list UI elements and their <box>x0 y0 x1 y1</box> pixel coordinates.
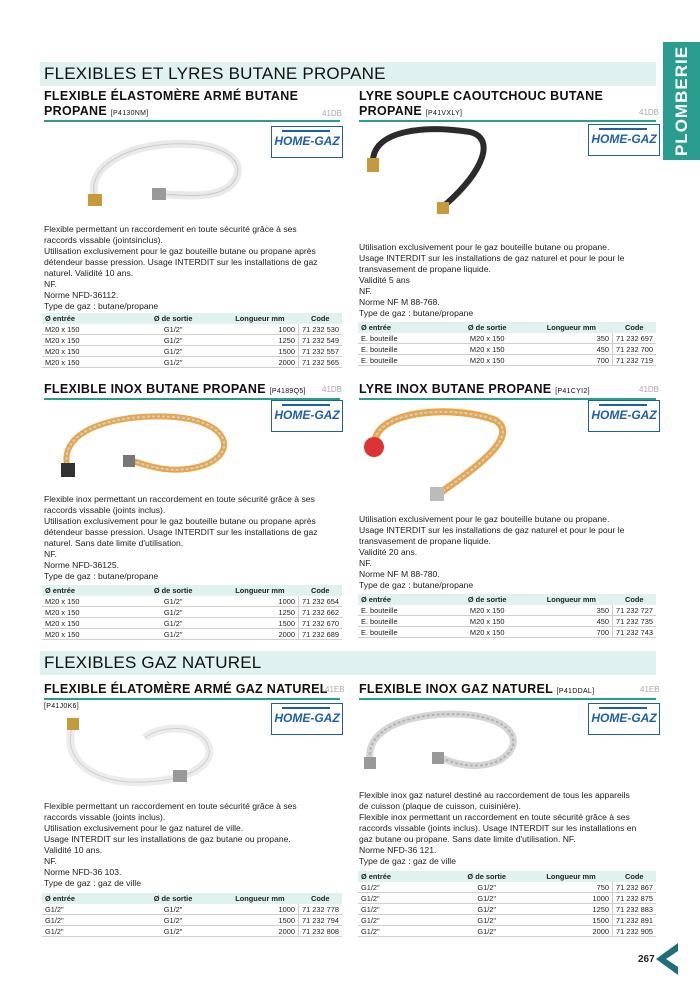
side-category-label: PLOMBERIE <box>671 45 691 157</box>
table-row: G1/2" G1/2" 1500 71 232 891 <box>358 915 656 926</box>
product-family-code: 41DB <box>322 109 343 118</box>
section-title-naturel: FLEXIBLES GAZ NATUREL <box>44 653 262 672</box>
table-row: E. bouteille M20 x 150 700 71 232 719 <box>358 355 656 366</box>
table-row: M20 x 150 G1/2" 1000 71 232 530 <box>42 324 342 335</box>
product-spec-table: Ø entrée Ø de sortie Longueur mm Code E. bouteille M20 x 150 350 71 232 697 E. bouteille M20 x 150 450 71 232 700 E. bouteille M20 x 150 700 71 232 719 <box>358 322 656 366</box>
product-flexible-elastomere-butane <box>44 89 344 121</box>
product-ref: [P41VXLY] <box>425 110 463 117</box>
product-title: FLEXIBLE ÉLASTOMÈRE ARMÉ BUTANE PROPANE [P4130NM] <box>44 89 299 118</box>
product-lyre-inox-butane <box>359 382 659 399</box>
product-description: Flexible inox permettant un raccordement en toute sécurité grâce à ses raccords vissable (joints inclus). Utilisation exclusivement pour le gaz bouteille butane ou propane après détendeur basse pression. Usage INTERDIT sur les installations de gaz naturel. Sans date limite d'utilisation. NF. Norme NFD-36125. Type de gaz : butane/propane <box>44 494 318 581</box>
product-ref: [P4189Q5] <box>269 388 306 395</box>
product-spec-table: Ø entrée Ø de sortie Longueur mm Code G1/2" G1/2" 750 71 232 867 G1/2" G1/2" 1000 71 232 875 G1/2" G1/2" 1250 71 232 883 G1/2" G1/2" 1500 71 232 891 G1/2" G1/2" 2000 71 232 905 <box>358 871 656 937</box>
product-ref: [P4130NM] <box>110 110 149 117</box>
table-row: E. bouteille M20 x 150 350 71 232 697 <box>358 333 656 344</box>
product-title: FLEXIBLE INOX GAZ NATUREL [P41DDAL] <box>359 682 595 696</box>
product-family-code: 41DB <box>639 385 660 394</box>
product-title: LYRE INOX BUTANE PROPANE [P41CYI2] <box>359 382 590 396</box>
product-title: FLEXIBLE ÉLATOMÈRE ARMÉ GAZ NATUREL [P41J0K6] <box>44 682 328 710</box>
table-row: M20 x 150 G1/2" 2000 71 232 565 <box>42 357 342 368</box>
section-title-butane: FLEXIBLES ET LYRES BUTANE PROPANE <box>44 64 386 83</box>
product-description: Utilisation exclusivement pour le gaz bouteille butane ou propane. Usage INTERDIT sur les installations de gaz naturel et pour le pour le transvasement de propane liquide. Validité 20 ans. NF. Norme NF M 88-780. Type de gaz : butane/propane <box>359 514 625 590</box>
product-description: Flexible permettant un raccordement en toute sécurité grâce à ses raccords vissable (joints inclus). Utilisation exclusivement pour le gaz naturel de ville. Usage INTERDIT sur les installations de gaz butane ou propane. Validité 10 ans. NF. Norme NFD-36 103. Type de gaz : gaz de ville <box>44 801 297 888</box>
table-row: M20 x 150 G1/2" 1250 71 232 549 <box>42 335 342 346</box>
title-underline <box>44 120 340 122</box>
product-image-inox-lyre <box>360 405 520 505</box>
product-description: Utilisation exclusivement pour le gaz bouteille butane ou propane. Usage INTERDIT sur les installations de gaz naturel et pour le pour le transvasement de propane liquide. Validité 5 ans NF. Norme NF M 88-768. Type de gaz : butane/propane <box>359 242 625 318</box>
product-description: Flexible permettant un raccordement en toute sécurité grâce à ses raccords vissable (jointsinclus). Utilisation exclusivement pour le gaz bouteille butane ou propane après détendeur basse pression. Usage INTERDIT sur les installations de gaz naturel. Validité 10 ans. NF. Norme NFD-36112. Type de gaz : butane/propane <box>44 224 318 311</box>
table-row: G1/2" G1/2" 1000 71 232 778 <box>42 904 342 915</box>
chevron-left-icon[interactable] <box>656 943 678 975</box>
product-spec-table: Ø entrée Ø de sortie Longueur mm Code E. bouteille M20 x 150 350 71 232 727 E. bouteille M20 x 150 450 71 232 735 E. bouteille M20 x 150 700 71 232 743 <box>358 594 656 638</box>
product-flexible-inox-butane <box>44 382 344 399</box>
product-spec-table: Ø entrée Ø de sortie Longueur mm Code G1/2" G1/2" 1000 71 232 778 G1/2" G1/2" 1500 71 232 794 G1/2" G1/2" 2000 71 232 808 <box>42 893 342 937</box>
product-title: FLEXIBLE INOX BUTANE PROPANE [P4189Q5] <box>44 382 306 396</box>
table-row: G1/2" G1/2" 2000 71 232 905 <box>358 926 656 937</box>
table-row: G1/2" G1/2" 1500 71 232 794 <box>42 915 342 926</box>
table-row: E. bouteille M20 x 150 700 71 232 743 <box>358 627 656 638</box>
table-row: M20 x 150 G1/2" 1000 71 232 654 <box>42 596 342 607</box>
home-gaz-logo: HOME-GAZ <box>271 703 343 735</box>
table-row: M20 x 150 G1/2" 1250 71 232 662 <box>42 607 342 618</box>
title-underline <box>359 698 656 700</box>
product-lyre-caoutchouc <box>359 89 659 121</box>
product-image-white-hose <box>80 126 260 216</box>
table-row: E. bouteille M20 x 150 350 71 232 727 <box>358 605 656 616</box>
table-row: G1/2" G1/2" 1250 71 232 883 <box>358 904 656 915</box>
product-family-code: 41EB <box>640 685 660 694</box>
product-ref: [P41CYI2] <box>555 388 590 395</box>
table-row: E. bouteille M20 x 150 450 71 232 735 <box>358 616 656 627</box>
product-family-code: 41DB <box>639 108 660 117</box>
product-spec-table: Ø entrée Ø de sortie Longueur mm Code M20 x 150 G1/2" 1000 71 232 530 M20 x 150 G1/2" 1250 71 232 549 M20 x 150 G1/2" 1500 71 232 557 M20 x 150 G1/2" 2000 71 232 565 <box>42 313 342 368</box>
home-gaz-logo: HOME-GAZ <box>588 124 660 156</box>
product-ref: [P41J0K6] <box>44 703 79 710</box>
product-spec-table: Ø entrée Ø de sortie Longueur mm Code M20 x 150 G1/2" 1000 71 232 654 M20 x 150 G1/2" 1250 71 232 662 M20 x 150 G1/2" 1500 71 232 670 M20 x 150 G1/2" 2000 71 232 689 <box>42 585 342 640</box>
product-image-white-hose <box>55 710 235 800</box>
table-row: M20 x 150 G1/2" 1500 71 232 670 <box>42 618 342 629</box>
product-image-black-hose <box>365 120 505 220</box>
home-gaz-logo: HOME-GAZ <box>271 126 343 158</box>
product-flexible-inox-naturel <box>359 682 659 699</box>
home-gaz-logo: HOME-GAZ <box>588 703 660 735</box>
page-number: 267 <box>638 954 655 965</box>
table-row: G1/2" G1/2" 2000 71 232 808 <box>42 926 342 937</box>
table-row: G1/2" G1/2" 750 71 232 867 <box>358 882 656 893</box>
product-description: Flexible inox gaz naturel destiné au raccordement de tous les appareils de cuisson (plaque de cuisson, cuisinière). Flexible inox permettant un raccordement en toute sécurité grâce à ses raccords vissable (joints inclus). Usage INTERDIT sur les installations en gaz butane ou propane. Sans date limite d'utilisation. NF. Norme NFD-36 121. Type de gaz : gaz de ville <box>359 790 637 866</box>
home-gaz-logo: HOME-GAZ <box>271 400 343 432</box>
product-image-inox-hose <box>55 405 245 490</box>
table-row: E. bouteille M20 x 150 450 71 232 700 <box>358 344 656 355</box>
title-underline <box>44 698 340 700</box>
table-row: M20 x 150 G1/2" 2000 71 232 689 <box>42 629 342 640</box>
product-family-code: 41DB <box>322 385 343 394</box>
product-ref: [P41DDAL] <box>556 688 595 695</box>
table-row: G1/2" G1/2" 1000 71 232 875 <box>358 893 656 904</box>
side-category-tab[interactable] <box>663 42 700 160</box>
product-family-code: 41EB <box>325 685 345 694</box>
section-header-naturel <box>40 651 656 675</box>
product-image-inox-gray-hose <box>360 705 530 790</box>
section-header-butane <box>40 62 656 86</box>
table-row: M20 x 150 G1/2" 1500 71 232 557 <box>42 346 342 357</box>
home-gaz-logo: HOME-GAZ <box>588 400 660 432</box>
product-title: LYRE SOUPLE CAOUTCHOUC BUTANE PROPANE [P41VXLY] <box>359 89 604 118</box>
